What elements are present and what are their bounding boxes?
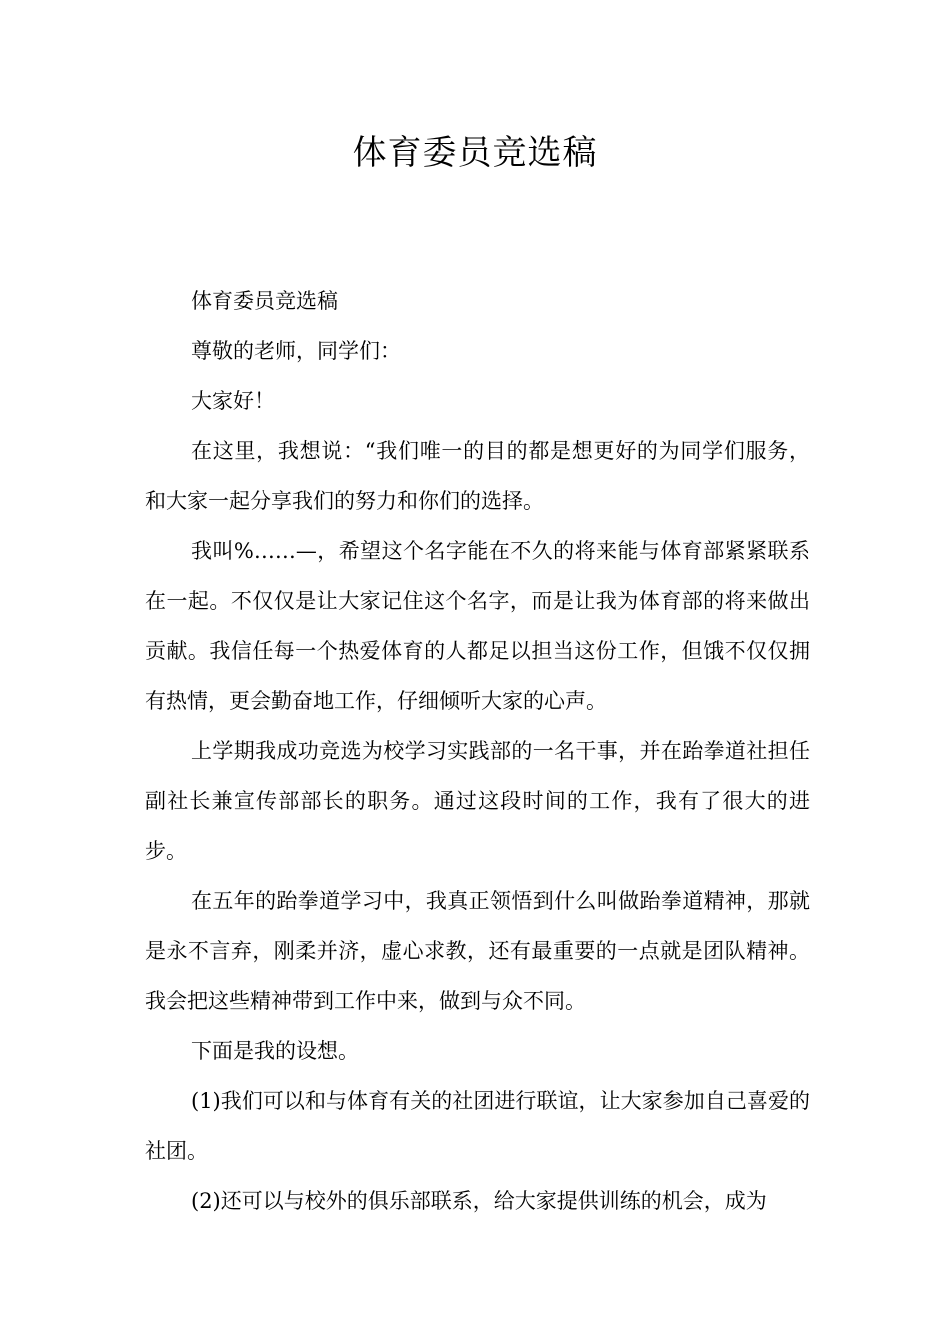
paragraph: (2)还可以与校外的俱乐部联系，给大家提供训练的机会，成为	[191, 1189, 767, 1213]
paragraph: (1)我们可以和与体育有关的社团进行联谊，让大家参加自己喜爱的社团。	[145, 1089, 810, 1163]
paragraph: 下面是我的设想。	[191, 1039, 359, 1063]
paragraph-greeting: 大家好！	[191, 389, 275, 413]
document-body	[145, 276, 810, 1226]
paragraph-salutation: 尊敬的老师，同学们：	[191, 339, 401, 363]
paragraph: 上学期我成功竞选为校学习实践部的一名干事，并在跆拳道社担任副社长兼宣传部部长的职务。通过这段时间的工作，我有了很大的进步。	[145, 739, 810, 863]
paragraph-subtitle: 体育委员竞选稿	[191, 289, 338, 313]
paragraph: 在五年的跆拳道学习中，我真正领悟到什么叫做跆拳道精神，那就是永不言弃，刚柔并济，虚心求教，还有最重要的一点就是团队精神。我会把这些精神带到工作中来，做到与众不同。	[145, 889, 810, 1013]
document-title: 体育委员竞选稿	[352, 133, 598, 173]
paragraph: 我叫%……—，希望这个名字能在不久的将来能与体育部紧紧联系在一起。不仅仅是让大家记住这个名字，而是让我为体育部的将来做出贡献。我信任每一个热爱体育的人都足以担当这份工作，但饿不仅仅拥有热情，更会勤奋地工作，仔细倾听大家的心声。	[145, 539, 810, 713]
paragraph: 在这里，我想说：“我们唯一的目的都是想更好的为同学们服务，和大家一起分享我们的努力和你们的选择。	[145, 439, 810, 513]
